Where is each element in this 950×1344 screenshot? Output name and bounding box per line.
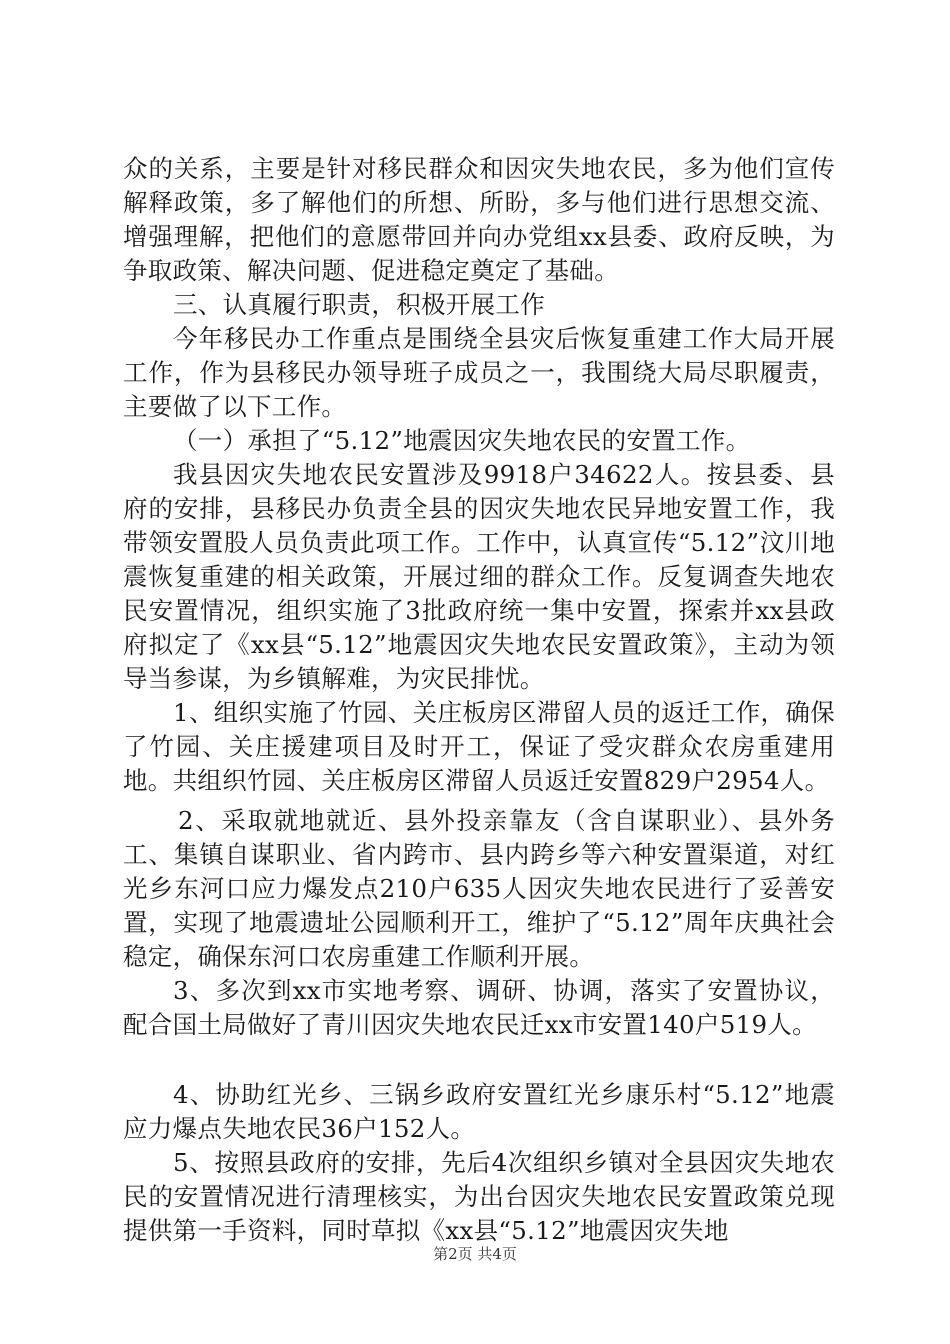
list-item-1: 1、组织实施了竹园、关庄板房区滞留人员的返迁工作，确保了竹园、关庄援建项目及时开工，保证了受灾群众农房重建用地。共组织竹园、关庄板房区滞留人员返迁安置829户2954人。 — [123, 698, 835, 795]
list-item-3: 3、多次到xx市实地考察、调研、协调，落实了安置协议，配合国土局做好了青川因灾失地农民迁xx市安置140户519人。 — [123, 976, 835, 1039]
list-item-2: 2、采取就地就近、县外投亲靠友（含自谋职业）、县外务工、集镇自谋职业、省内跨市、县内跨乡等六种安置渠道，对红光乡东河口应力爆发点210户635人因灾失地农民进行了妥善安置，实现了地震遗址公园顺利开工，维护了“5.12”周年庆典社会稳定，确保东河口农房重建工作顺利开展。 — [123, 806, 835, 971]
document-body — [123, 152, 835, 1248]
page-number-footer: 第2页 共4页 — [433, 1245, 517, 1263]
list-item-5: 5、按照县政府的安排，先后4次组织乡镇对全县因灾失地农民的安置情况进行清理核实，为出台因灾失地农民安置政策兑现提供第一手资料，同时草拟《xx县“5.12”地震因灾失地 — [123, 1148, 835, 1245]
subsection-heading: （一）承担了“5.12”地震因灾失地农民的安置工作。 — [173, 426, 751, 455]
paragraph-continuation: 众的关系，主要是针对移民群众和因灾失地农民，多为他们宣传解释政策，多了解他们的所想、所盼，多与他们进行思想交流、增强理解，把他们的意愿带回并向办党组xx县委、政府反映，为争取政策、解决问题、促进稳定奠定了基础。 — [123, 154, 835, 285]
list-item-4: 4、协助红光乡、三锅乡政府安置红光乡康乐村“5.12”地震应力爆点失地农民36户152人。 — [123, 1080, 835, 1143]
section-heading: 三、认真履行职责，积极开展工作 — [173, 290, 545, 319]
paragraph-work-focus: 今年移民办工作重点是围绕全县灾后恢复重建工作大局开展工作，作为县移民办领导班子成员之一，我围绕大局尽职履责，主要做了以下工作。 — [123, 324, 835, 421]
paragraph-resettlement-overview: 我县因灾失地农民安置涉及9918户34622人。按县委、县府的安排，县移民办负责全县的因灾失地农民异地安置工作，我带领安置股人员负责此项工作。工作中，认真宣传“5.12”汶川地震恢复重建的相关政策，开展过细的群众工作。反复调查失地农民安置情况，组织实施了3批政府统一集中安置，探索并xx县政府拟定了《xx县“5.12”地震因灾失地农民安置政策》，主动为领导当参谋，为乡镇解难，为灾民排忧。 — [123, 460, 835, 693]
